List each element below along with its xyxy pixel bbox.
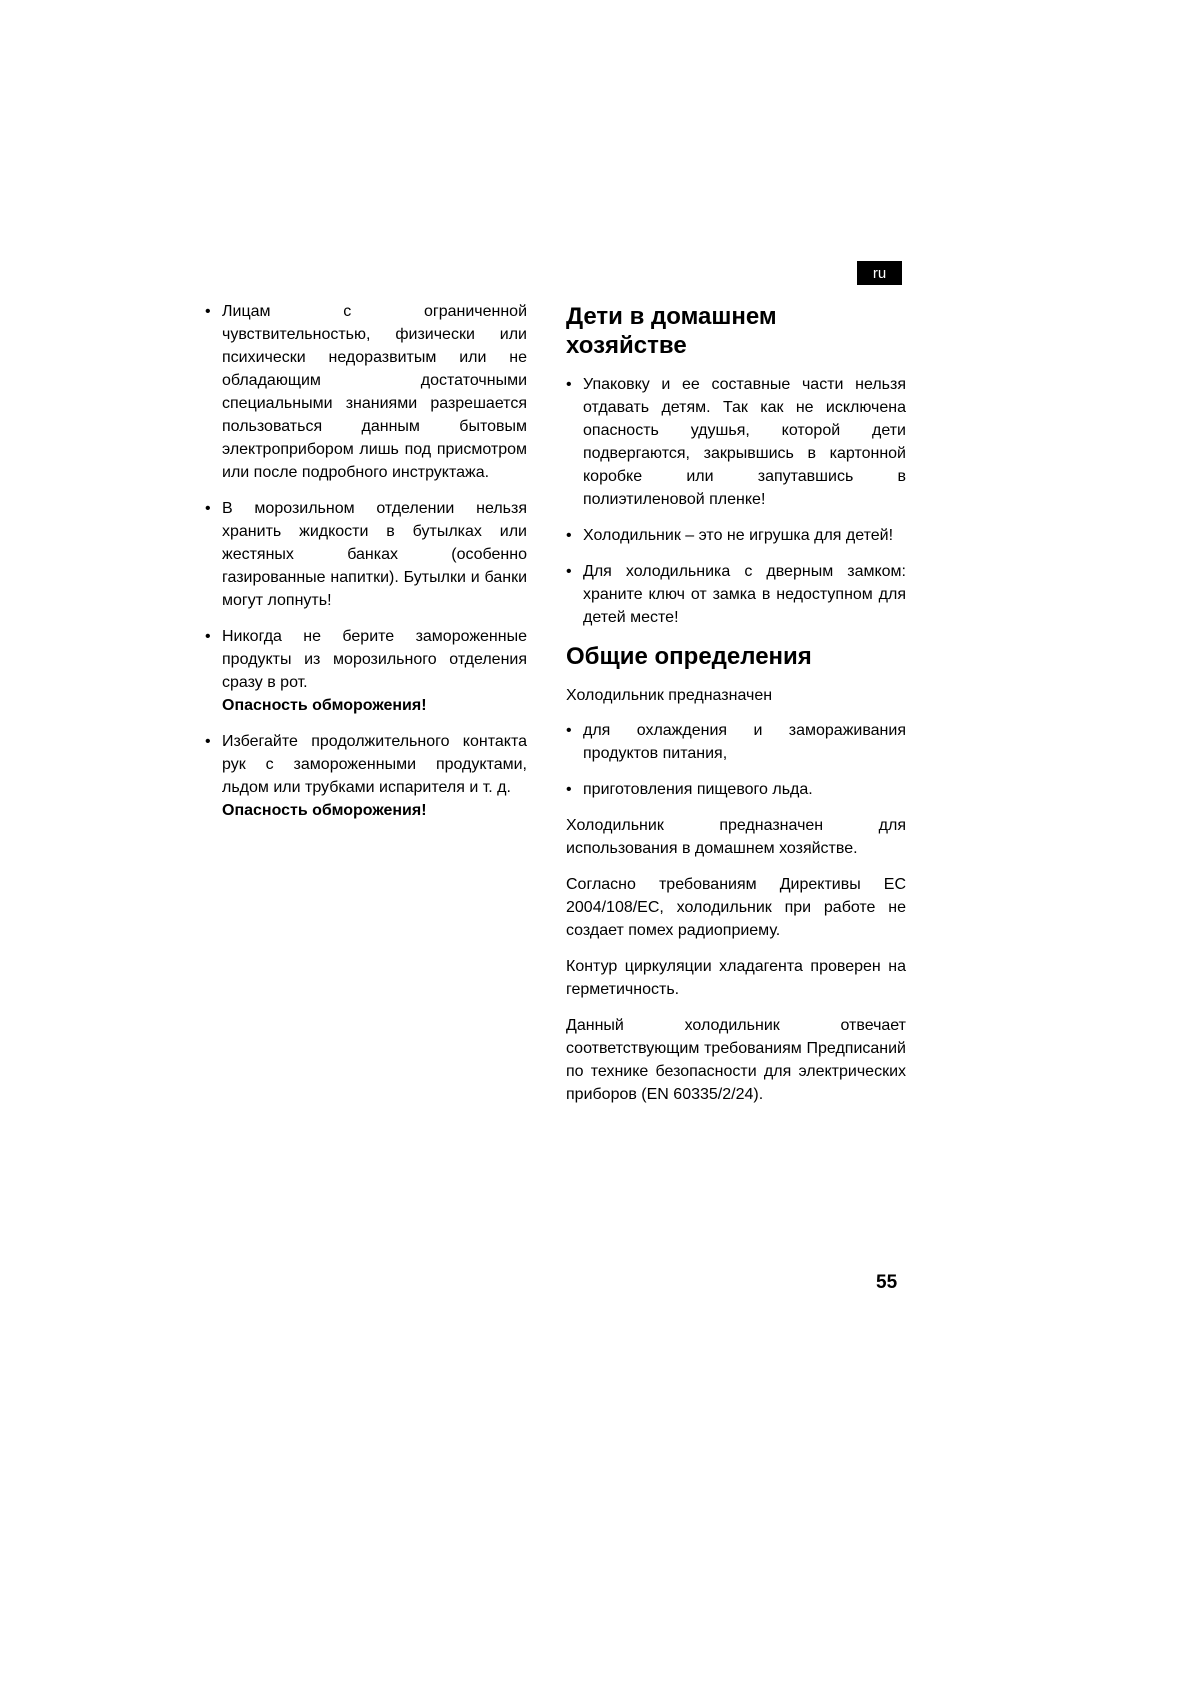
list-item xyxy=(566,778,906,801)
list-item xyxy=(205,625,527,717)
bullet-text: Избегайте продолжительного контакта рук с замороженными продуктами, льдом или трубками испарителя и т. д. xyxy=(222,733,527,796)
list-item xyxy=(566,373,906,511)
children-bullet-list xyxy=(566,373,906,629)
general-bullet-list xyxy=(566,719,906,801)
list-item xyxy=(566,719,906,765)
warning-note: Опасность обморожения! xyxy=(222,802,427,819)
paragraph: Холодильник предназначен для использования в домашнем хозяйстве. xyxy=(566,817,906,857)
bullet-text: Холодильник – это не игрушка для детей! xyxy=(583,527,894,544)
list-item xyxy=(205,300,527,484)
bullet-text: для охлаждения и замораживания продуктов питания, xyxy=(583,722,906,762)
bullet-text: Для холодильника с дверным замком: храните ключ от замка в недоступном для детей месте! xyxy=(583,563,906,626)
warning-note: Опасность обморожения! xyxy=(222,697,427,714)
page-number: 55 xyxy=(876,1272,898,1293)
general-intro-text: Холодильник предназначен xyxy=(566,687,773,704)
left-column xyxy=(205,300,527,835)
right-column xyxy=(566,302,906,1119)
language-badge xyxy=(857,261,902,285)
bullet-text: Никогда не берите замороженные продукты из морозильного отделения сразу в рот. xyxy=(222,628,527,691)
bullet-text: Лицам с ограниченной чувствительностью, физически или психически недоразвитым или не обладающим достаточными специальными знаниями разрешается пользоваться данным бытовым электроприбором лишь под присмотром или после подробного инструктажа. xyxy=(222,303,527,481)
paragraph: Согласно требованиям Директивы ЕС 2004/108/EC, холодильник при работе не создает помех радиоприему. xyxy=(566,876,906,939)
list-item xyxy=(566,560,906,629)
list-item xyxy=(205,497,527,612)
list-item xyxy=(205,730,527,822)
list-item xyxy=(566,524,906,547)
safety-bullet-list xyxy=(205,300,527,822)
bullet-text: В морозильном отделении нельзя хранить жидкости в бутылках или жестяных банках (особенно газированные напитки). Бутылки и банки могут лопнуть! xyxy=(222,500,527,609)
paragraph: Данный холодильник отвечает соответствующим требованиям Предписаний по технике безопасности для электрических приборов (EN 60335/2/24). xyxy=(566,1017,906,1103)
bullet-text: приготовления пищевого льда. xyxy=(583,781,813,798)
section-heading-children: Дети в домашнем хозяйстве xyxy=(566,303,777,359)
section-heading-general: Общие определения xyxy=(566,643,812,670)
paragraph: Контур циркуляции хладагента проверен на герметичность. xyxy=(566,958,906,998)
bullet-text: Упаковку и ее составные части нельзя отдавать детям. Так как не исключена опасность удушья, которой дети подвергаются, закрывшись в картонной коробке или запутавшись в полиэтиленовой пленке! xyxy=(583,376,906,508)
language-badge-label: ru xyxy=(872,264,887,282)
